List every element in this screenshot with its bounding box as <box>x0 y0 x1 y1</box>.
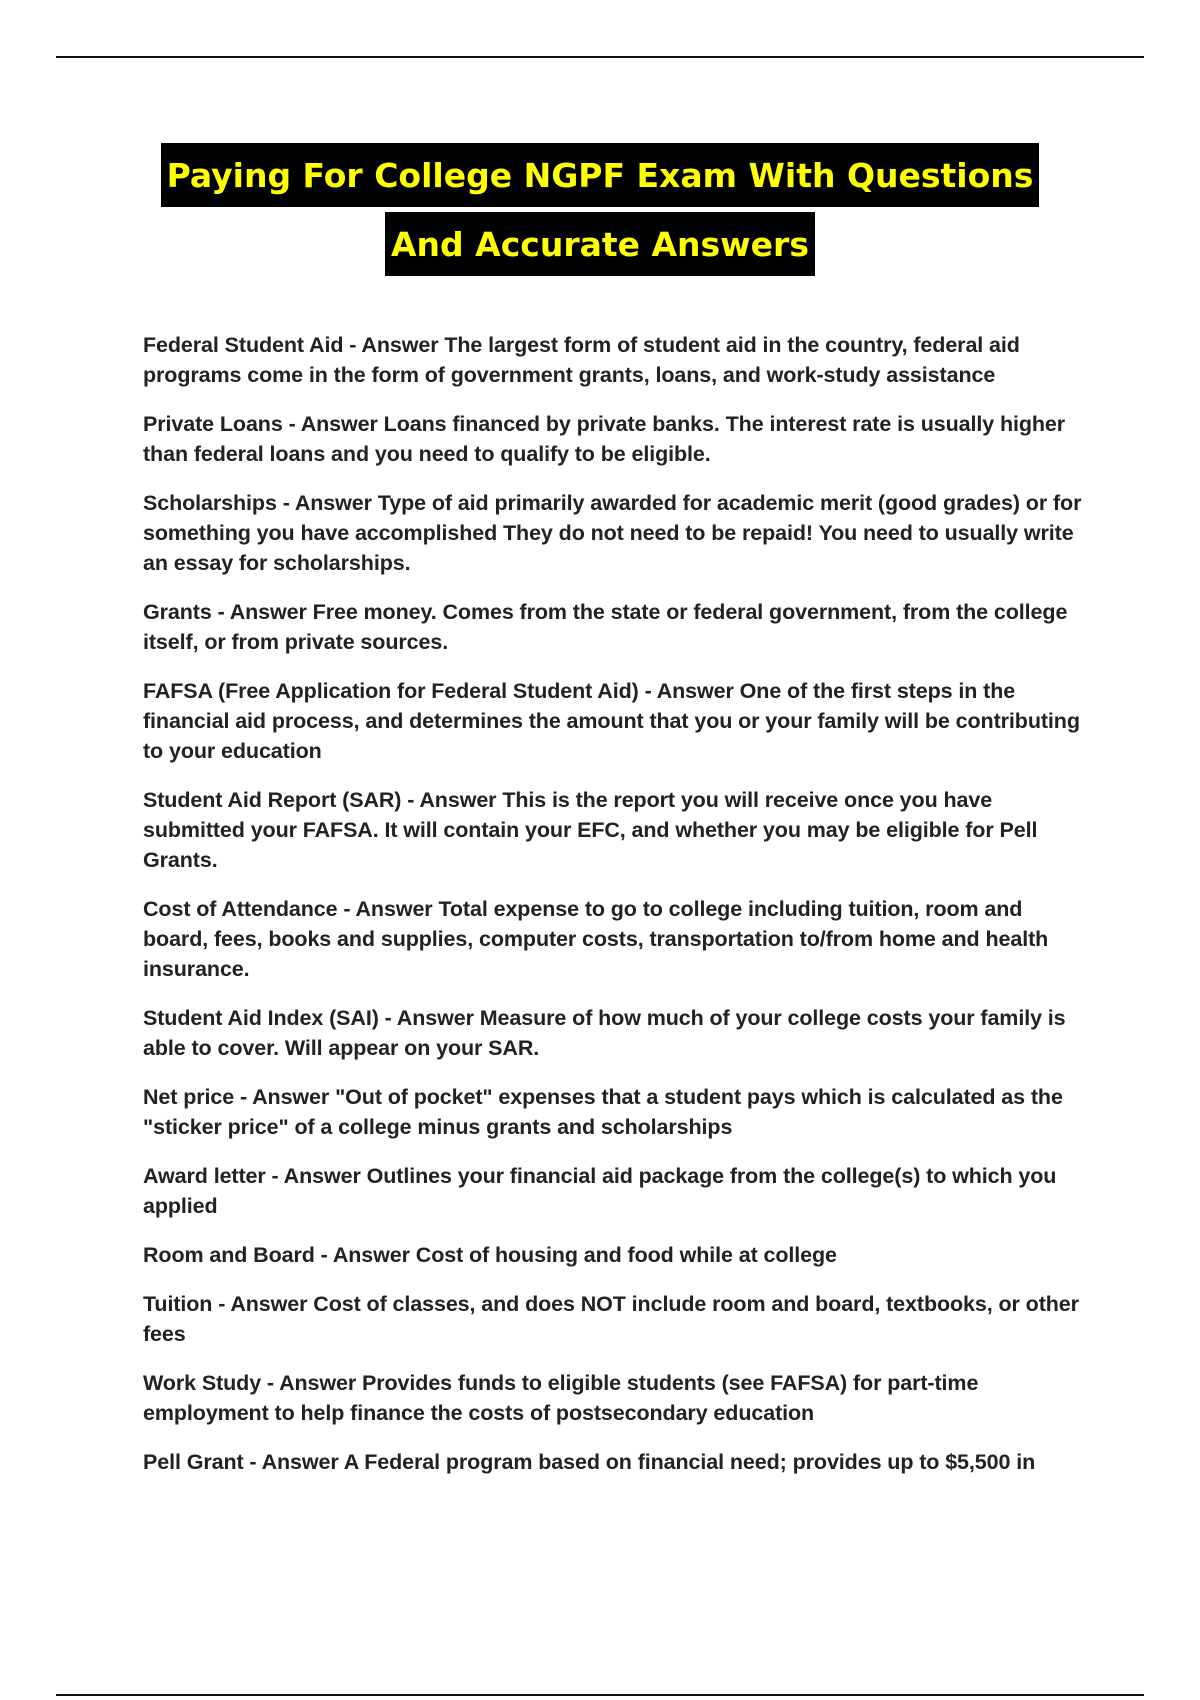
entry-answer: Cost of classes, and does NOT include room and board, textbooks, or other fees <box>143 1292 1079 1346</box>
qa-entry <box>143 409 1093 469</box>
qa-entry <box>143 1003 1093 1063</box>
entry-term: Pell Grant <box>143 1450 244 1474</box>
qa-entry <box>143 1368 1093 1428</box>
entry-separator: - Answer <box>211 600 313 624</box>
title-line-1: Paying For College NGPF Exam With Questions <box>161 143 1040 207</box>
qa-entry <box>143 785 1093 875</box>
entry-separator: - Answer <box>261 1371 363 1395</box>
title-line-2: And Accurate Answers <box>385 212 815 276</box>
entry-term: Award letter <box>143 1164 266 1188</box>
entry-separator: - Answer <box>314 1243 416 1267</box>
entry-term: Scholarships <box>143 491 277 515</box>
entry-separator: - Answer <box>265 1164 367 1188</box>
entry-answer: Free money. Comes from the state or federal government, from the college itself, or from private sources. <box>143 600 1068 654</box>
entry-answer: Outlines your financial aid package from the college(s) to which you applied <box>143 1164 1057 1218</box>
entry-answer: This is the report you will receive once you have submitted your FAFSA. It will contain your EFC, and whether you may be eligible for Pell Grants. <box>143 788 1038 872</box>
entry-answer: Total expense to go to college including tuition, room and board, fees, books and supplies, computer costs, transportation to/from home and health insurance. <box>143 897 1049 981</box>
entry-separator: - Answer <box>243 1450 344 1474</box>
entry-term: Net price <box>143 1085 235 1109</box>
entry-term: Room and Board <box>143 1243 315 1267</box>
entry-answer: "Out of pocket" expenses that a student pays which is calculated as the "sticker price" of a college minus grants and scholarships <box>143 1085 1063 1139</box>
qa-entry <box>143 597 1093 657</box>
entry-separator: - Answer <box>337 897 439 921</box>
qa-entry <box>143 488 1093 578</box>
entry-answer: Loans financed by private banks. The interest rate is usually higher than federal loans and you need to qualify to be eligible. <box>143 412 1066 466</box>
qa-entry <box>143 676 1093 766</box>
entry-separator: - Answer <box>234 1085 336 1109</box>
entry-term: FAFSA (Free Application for Federal Student Aid) <box>143 679 639 703</box>
top-divider <box>56 56 1144 58</box>
qa-list <box>143 330 1093 1496</box>
qa-entry <box>143 1161 1093 1221</box>
entry-term: Student Aid Index (SAI) <box>143 1006 379 1030</box>
entry-answer: Measure of how much of your college costs your family is able to cover. Will appear on your SAR. <box>143 1006 1066 1060</box>
qa-entry <box>143 1289 1093 1349</box>
entry-answer: Type of aid primarily awarded for academic merit (good grades) or for something you have accomplished They do not need to be repaid! You need to usually write an essay for scholarships. <box>143 491 1082 575</box>
qa-entry <box>143 1240 1093 1270</box>
entry-separator: - Answer <box>401 788 503 812</box>
qa-entry <box>143 1447 1093 1477</box>
page-title <box>0 143 1200 281</box>
entry-term: Tuition <box>143 1292 213 1316</box>
entry-answer: A Federal program based on financial need; provides up to $5,500 in <box>343 1450 1036 1474</box>
entry-term: Cost of Attendance <box>143 897 338 921</box>
entry-answer: Cost of housing and food while at college <box>415 1243 837 1267</box>
entry-term: Work Study <box>143 1371 262 1395</box>
qa-entry <box>143 1082 1093 1142</box>
entry-answer: One of the first steps in the financial aid process, and determines the amount that you or your family will be contributing to your education <box>143 679 1080 763</box>
entry-separator: - Answer <box>212 1292 314 1316</box>
entry-separator: - Answer <box>378 1006 480 1030</box>
entry-term: Grants <box>143 600 212 624</box>
entry-term: Private Loans <box>143 412 283 436</box>
entry-separator: - Answer <box>282 412 384 436</box>
entry-term: Federal Student Aid <box>143 333 344 357</box>
qa-entry <box>143 330 1093 390</box>
entry-separator: - Answer <box>276 491 378 515</box>
entry-answer: The largest form of student aid in the country, federal aid programs come in the form of government grants, loans, and work-study assistance <box>143 333 1020 387</box>
qa-entry <box>143 894 1093 984</box>
entry-separator: - Answer <box>638 679 740 703</box>
bottom-divider <box>56 1694 1144 1696</box>
entry-separator: - Answer <box>343 333 445 357</box>
entry-answer: Provides funds to eligible students (see FAFSA) for part-time employment to help finance the costs of postsecondary education <box>143 1371 979 1425</box>
entry-term: Student Aid Report (SAR) <box>143 788 402 812</box>
